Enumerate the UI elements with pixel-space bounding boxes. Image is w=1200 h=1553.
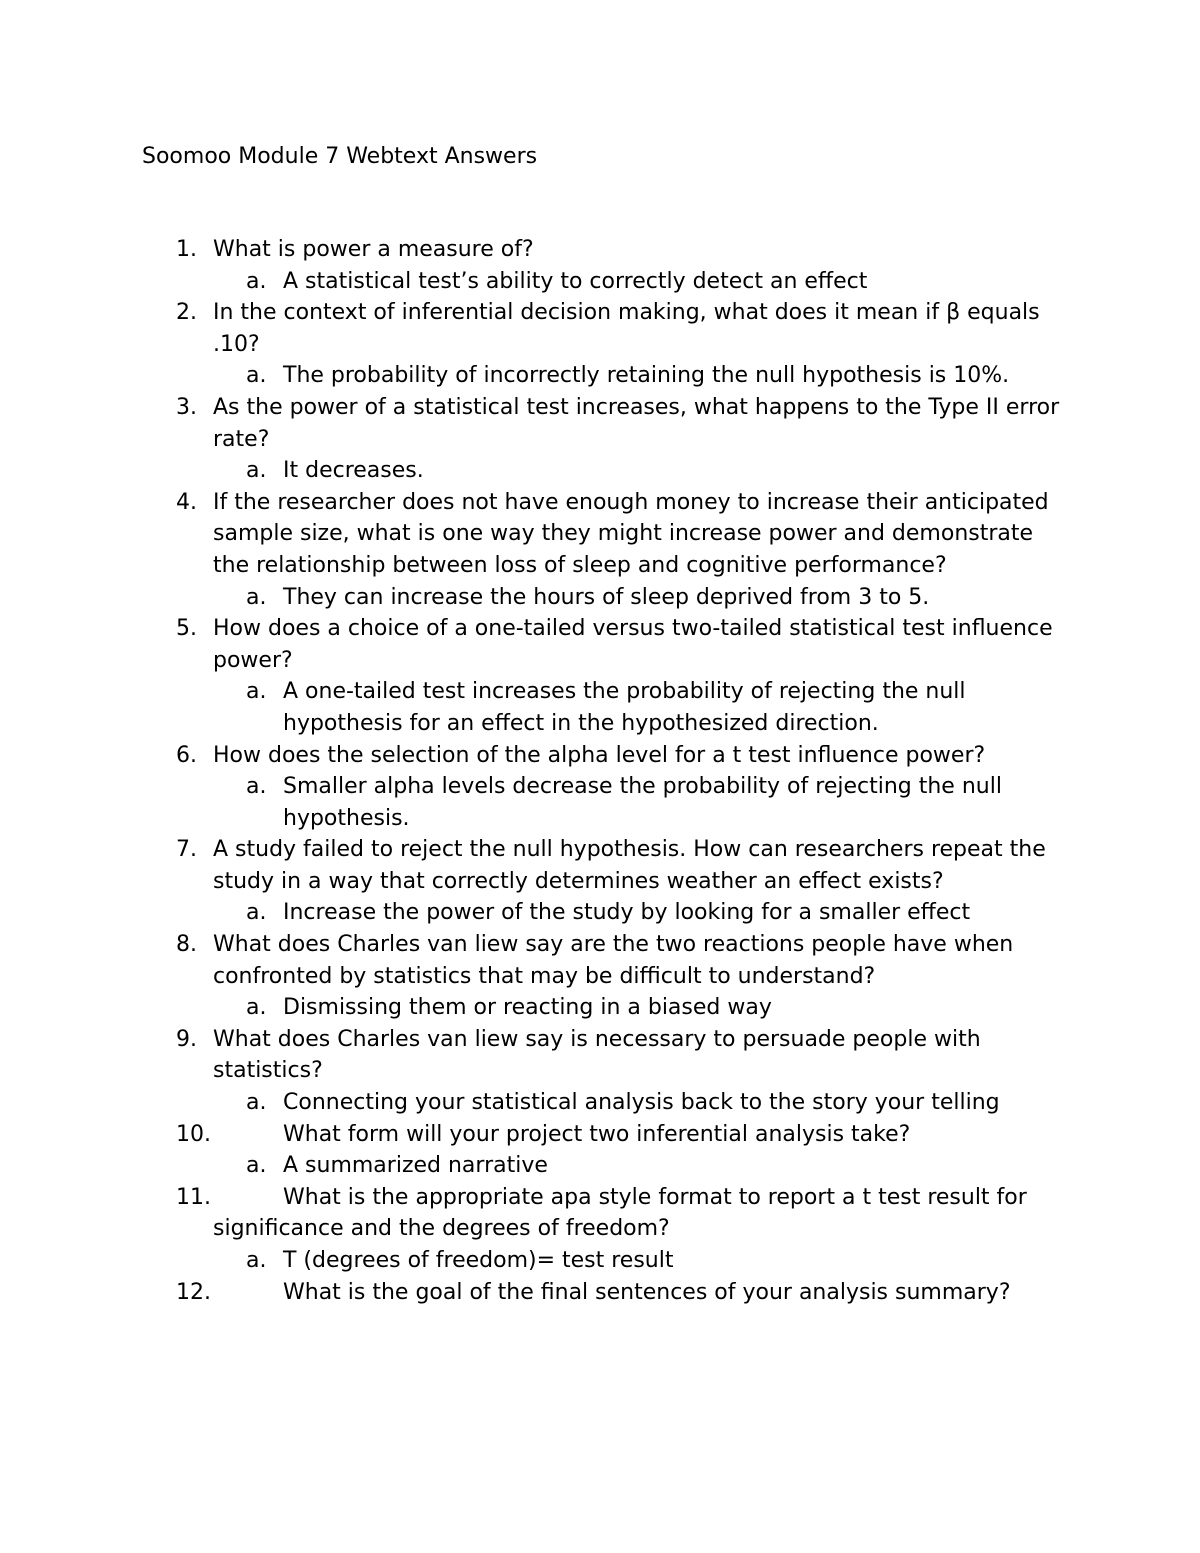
question-number: 5. — [176, 616, 197, 642]
answer-text: The probability of incorrectly retaining the null hypothesis is 10%. — [283, 363, 1010, 389]
answer-marker: a. — [246, 584, 267, 610]
question-item — [0, 929, 1200, 992]
question-item — [0, 234, 1200, 266]
question-text: How does a choice of a one-tailed versus two-tailed statistical test influence power? — [213, 616, 1060, 673]
question-item — [0, 297, 1200, 360]
question-item — [0, 1119, 1200, 1151]
question-item — [0, 487, 1200, 582]
question-number: 11. — [176, 1184, 211, 1210]
question-text: What form will your project two inferential analysis take? — [283, 1121, 911, 1147]
question-number: 2. — [176, 300, 197, 326]
question-text: As the power of a statistical test increases, what happens to the Type II error rate? — [213, 394, 1067, 452]
question-number: 1. — [176, 237, 197, 262]
answer-text: Dismissing them or reacting in a biased way — [283, 995, 772, 1021]
answer-marker: a. — [246, 900, 267, 926]
answer-text: It decreases. — [283, 458, 424, 484]
answer-text: A summarized narrative — [283, 1153, 548, 1179]
answer-item — [0, 676, 1200, 739]
answer-text: Increase the power of the study by looking for a smaller effect — [283, 900, 971, 926]
answer-item — [0, 771, 1200, 834]
question-number: 3. — [176, 394, 197, 420]
question-item — [0, 1024, 1200, 1087]
question-number: 7. — [176, 837, 197, 863]
document-title: Soomoo Module 7 Webtext Answers — [142, 144, 538, 169]
question-number: 9. — [176, 1026, 197, 1052]
question-number: 6. — [176, 742, 197, 768]
answer-marker: a. — [246, 1153, 267, 1179]
question-text: What is power a measure of? — [213, 237, 534, 262]
question-item — [0, 834, 1200, 897]
answer-text: Smaller alpha levels decrease the probability of rejecting the null hypothesis. — [283, 774, 1002, 831]
question-text: What does Charles van liew say is necessary to persuade people with statistics? — [213, 1026, 988, 1084]
question-text: In the context of inferential decision making, what does it mean if β equals .10? — [213, 300, 1047, 357]
question-item — [0, 740, 1200, 772]
answer-item — [0, 1245, 1200, 1277]
question-item — [0, 1277, 1200, 1309]
answer-item — [0, 897, 1200, 929]
answer-marker: a. — [246, 363, 267, 389]
answer-text: A one-tailed test increases the probability of rejecting the null hypothesis for an effect in the hypothesized direction. — [283, 679, 966, 736]
answer-marker: a. — [246, 1090, 267, 1116]
answer-text: T (degrees of freedom)= test result — [283, 1248, 674, 1273]
answer-item — [0, 266, 1200, 298]
answer-item — [0, 360, 1200, 392]
answer-item — [0, 1150, 1200, 1182]
answer-marker: a. — [246, 679, 267, 705]
question-text: A study failed to reject the null hypothesis. How can researchers repeat the study in a way that correctly determines weather an effect exists? — [213, 837, 1053, 894]
answer-marker: a. — [246, 268, 267, 294]
answer-item — [0, 582, 1200, 614]
answer-text: They can increase the hours of sleep deprived from 3 to 5. — [283, 584, 930, 610]
question-list — [0, 234, 1200, 1308]
answer-marker: a. — [246, 774, 267, 800]
question-item — [0, 1182, 1200, 1245]
question-text: How does the selection of the alpha level for a t test influence power? — [213, 742, 986, 768]
answer-item — [0, 455, 1200, 487]
question-number: 4. — [176, 489, 197, 515]
answer-marker: a. — [246, 995, 267, 1021]
answer-text: Connecting your statistical analysis back to the story your telling — [283, 1090, 1000, 1116]
question-text: What is the appropriate apa style format to report a t test result for significance and the degrees of freedom? — [213, 1184, 1034, 1242]
answer-item — [0, 1087, 1200, 1119]
answer-item — [0, 992, 1200, 1024]
question-text: What is the goal of the final sentences of your analysis summary? — [283, 1279, 1011, 1305]
answer-marker: a. — [246, 1248, 267, 1273]
question-item — [0, 613, 1200, 676]
question-number: 8. — [176, 932, 197, 958]
answer-marker: a. — [246, 458, 267, 484]
answer-text: A statistical test’s ability to correctly detect an effect — [283, 268, 868, 294]
question-number: 12. — [176, 1279, 211, 1305]
question-text: If the researcher does not have enough money to increase their anticipated sample size, what is one way they might increase power and demonstrate the relationship between loss of sleep and cognitive performance? — [213, 489, 1056, 578]
question-number: 10. — [176, 1121, 211, 1147]
question-text: What does Charles van liew say are the two reactions people have when confronted by statistics that may be difficult to understand? — [213, 932, 1021, 989]
question-item — [0, 392, 1200, 455]
